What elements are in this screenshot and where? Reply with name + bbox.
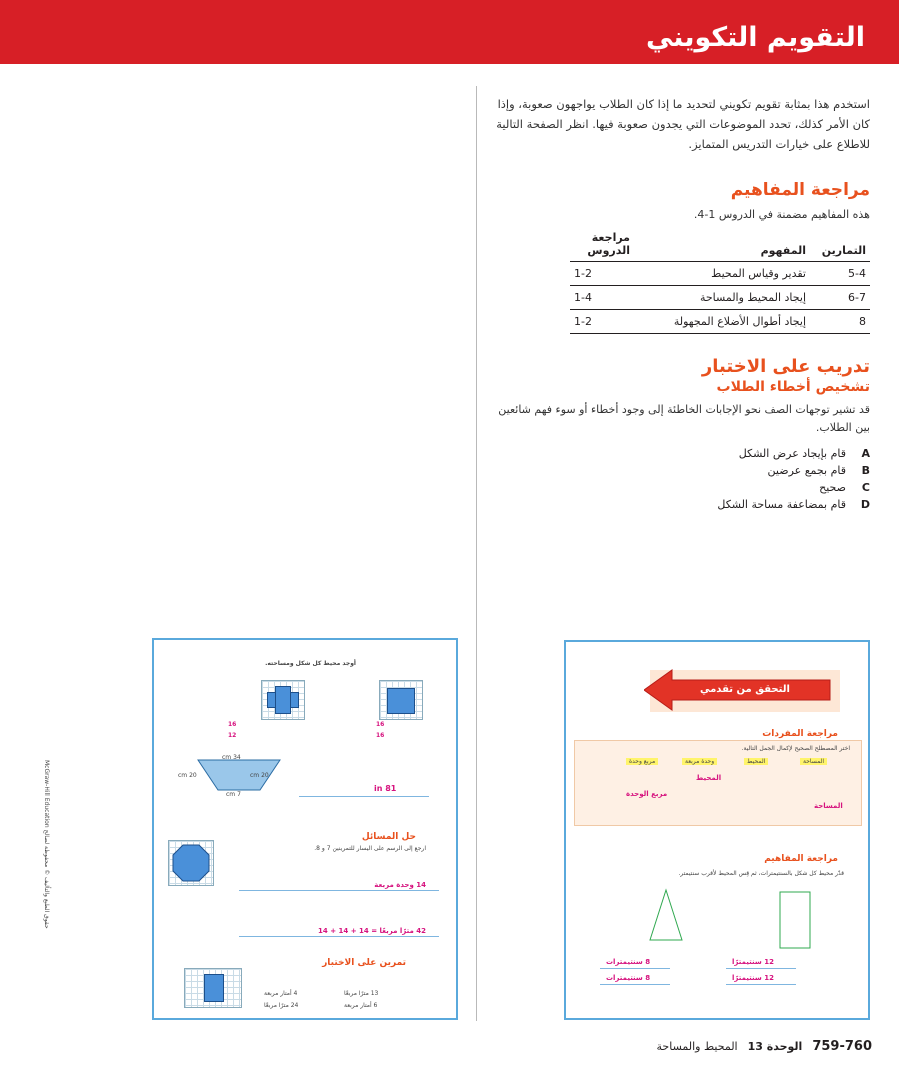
answer-8: 42 مترًا مربعًا = 14 + 14 + 14 <box>318 927 426 935</box>
choice-text: صحيح <box>819 481 846 494</box>
unit-label: الوحدة 13 <box>747 1040 803 1053</box>
student-page-thumbnail-right <box>564 640 870 1020</box>
test-practice-heading: تدريب على الاختبار <box>701 356 870 377</box>
shape-bottom-label: 7 cm <box>226 791 241 798</box>
check-progress-title: التحقق من تقدمي <box>700 684 790 695</box>
diagnose-intro: قد تشير توجهات الصف نحو الإجابات الخاطئة إلى وجود أخطاء أو سوء فهم شائعين بين الطلاب. <box>498 403 870 434</box>
option-c: 24 مترًا مربعًا <box>264 1002 299 1009</box>
vocab-answer-3: المساحة <box>814 802 843 810</box>
teacher-notes <box>490 94 870 513</box>
table-row <box>570 262 870 286</box>
vocab-word-3: وحدة مربعة <box>682 758 717 765</box>
answer-line <box>726 984 796 985</box>
answer-line <box>726 968 796 969</box>
figure-2-shape <box>387 688 415 714</box>
vocab-word-2: المحيط <box>744 758 768 765</box>
choice-letter: C <box>861 481 870 494</box>
choice-letter: B <box>861 464 870 477</box>
answer-choices <box>490 445 870 513</box>
column-divider <box>476 86 477 1021</box>
actual-2: 8 سنتيمترات <box>606 974 651 982</box>
ex1-perimeter: 16 <box>228 721 237 728</box>
table-row <box>570 310 870 334</box>
page-numbers: 759-760 <box>812 1039 872 1054</box>
choice-text: قام بإيجاد عرض الشكل <box>738 447 846 460</box>
cell-concept: تقدير وقياس المحيط <box>634 262 810 286</box>
octagon-shape <box>173 845 209 881</box>
trapezoid-perimeter-answer: 81 in <box>374 784 397 793</box>
concepts-heading: مراجعة المفاهيم <box>730 180 870 200</box>
cell-concept: إيجاد المحيط والمساحة <box>634 286 810 310</box>
vocab-panel <box>574 740 862 826</box>
estimate-1: 12 سنتيمترًا <box>732 958 774 966</box>
diagnose-errors-heading: تشخيص أخطاء الطلاب <box>716 379 870 395</box>
vocab-word-4: مربع وحدة <box>626 758 658 765</box>
choice-letter: A <box>861 447 870 460</box>
answer-line <box>600 968 670 969</box>
choice-a <box>490 445 870 462</box>
page-title: التقويم التكويني <box>645 22 865 53</box>
answer-line <box>299 796 429 797</box>
copyright-vertical: McGraw-Hill Education حقوق الطبع والتأليف © محفوظة لصالح <box>43 760 50 929</box>
ex2-area: 16 <box>376 732 385 739</box>
option-d: 6 أمتار مربعة <box>344 1002 378 1009</box>
option-b: 13 مترًا مربعًا <box>344 990 379 997</box>
col-exercises: التمارين <box>810 227 870 262</box>
vocab-answer-1: المحيط <box>696 774 722 782</box>
concepts-lead: هذه المفاهيم مضمنة في الدروس 1-4. <box>693 208 870 221</box>
triangle-figure <box>646 888 686 944</box>
answer-line <box>239 890 439 891</box>
col-lessons: مراجعة الدروس <box>570 227 634 262</box>
choice-text: قام بمضاعفة مساحة الشكل <box>717 498 846 511</box>
vocab-instruction: اختر المصطلح الصحيح لإكمال الجمل التالية. <box>741 745 850 752</box>
shape-right-label: 20 cm <box>250 772 269 779</box>
figure-1-shape-v <box>275 686 291 714</box>
triangle-shape <box>650 890 682 940</box>
answer-7: 14 وحدة مربعة <box>374 881 426 889</box>
ex2-perimeter: 16 <box>376 721 385 728</box>
answer-line <box>600 984 670 985</box>
cell-lessons: 1-2 <box>570 262 634 286</box>
estimate-2: 8 سنتيمترات <box>606 958 651 966</box>
cell-exercises: 8 <box>810 310 870 334</box>
choice-d <box>490 496 870 513</box>
answer-line <box>239 936 439 937</box>
actual-1: 12 سنتيمترًا <box>732 974 774 982</box>
option-a: 4 أمتار مربعة <box>264 990 298 997</box>
shape-top-label: 34 cm <box>222 754 241 761</box>
cell-exercises: 6-7 <box>810 286 870 310</box>
unit-title: المحيط والمساحة <box>656 1040 738 1053</box>
choice-text: قام بجمع عرضين <box>767 464 846 477</box>
problem-solving-heading: حل المسائل <box>361 832 416 842</box>
vocab-review-heading: مراجعة المفردات <box>762 729 838 739</box>
choice-b <box>490 462 870 479</box>
figure-4-shape <box>204 974 224 1002</box>
choice-c <box>490 479 870 496</box>
cell-exercises: 5-4 <box>810 262 870 286</box>
concepts-instruction: قدّر محيط كل شكل بالسنتيمترات، ثم قِس المحيط لأقرب سنتيمتر. <box>678 870 844 877</box>
header-banner <box>0 0 899 64</box>
page-footer <box>640 1039 872 1054</box>
intro-paragraph: استخدم هذا بمثابة تقويم تكويني لتحديد ما إذا كان الطلاب يواجهون صعوبة، وإذا كان الأمر كذلك، تحدد الموضوعات التي يجدون صعوبة فيها. انظر الصفحة التالية للاطلاع على خيارات التدريس المتمايز. <box>496 97 870 151</box>
table-row <box>570 286 870 310</box>
test-practice-thumb-heading: تمرين على الاختبار <box>322 958 406 968</box>
rectangle-figure <box>776 888 816 954</box>
choice-letter: D <box>860 498 870 511</box>
shape-left-label: 20 cm <box>178 772 197 779</box>
cell-concept: إيجاد أطوال الأضلاع المجهولة <box>634 310 810 334</box>
vocab-word-1: المساحة <box>800 758 827 765</box>
problem-solving-sub: ارجع إلى الرسم على اليسار للتمرينين 7 و 8. <box>314 845 426 852</box>
col-concept: المفهوم <box>634 227 810 262</box>
thumb-instruction: أوجد محيط كل شكل ومساحته. <box>265 660 356 667</box>
cell-lessons: 1-4 <box>570 286 634 310</box>
vocab-answer-2: مربع الوحدة <box>626 790 668 798</box>
cell-lessons: 1-2 <box>570 310 634 334</box>
concepts-table <box>570 227 870 334</box>
student-page-thumbnail-left <box>152 638 458 1020</box>
concepts-review-heading: مراجعة المفاهيم <box>764 854 838 864</box>
rectangle-shape <box>780 892 810 948</box>
octagon-figure <box>172 844 210 882</box>
ex1-area: 12 <box>228 732 237 739</box>
